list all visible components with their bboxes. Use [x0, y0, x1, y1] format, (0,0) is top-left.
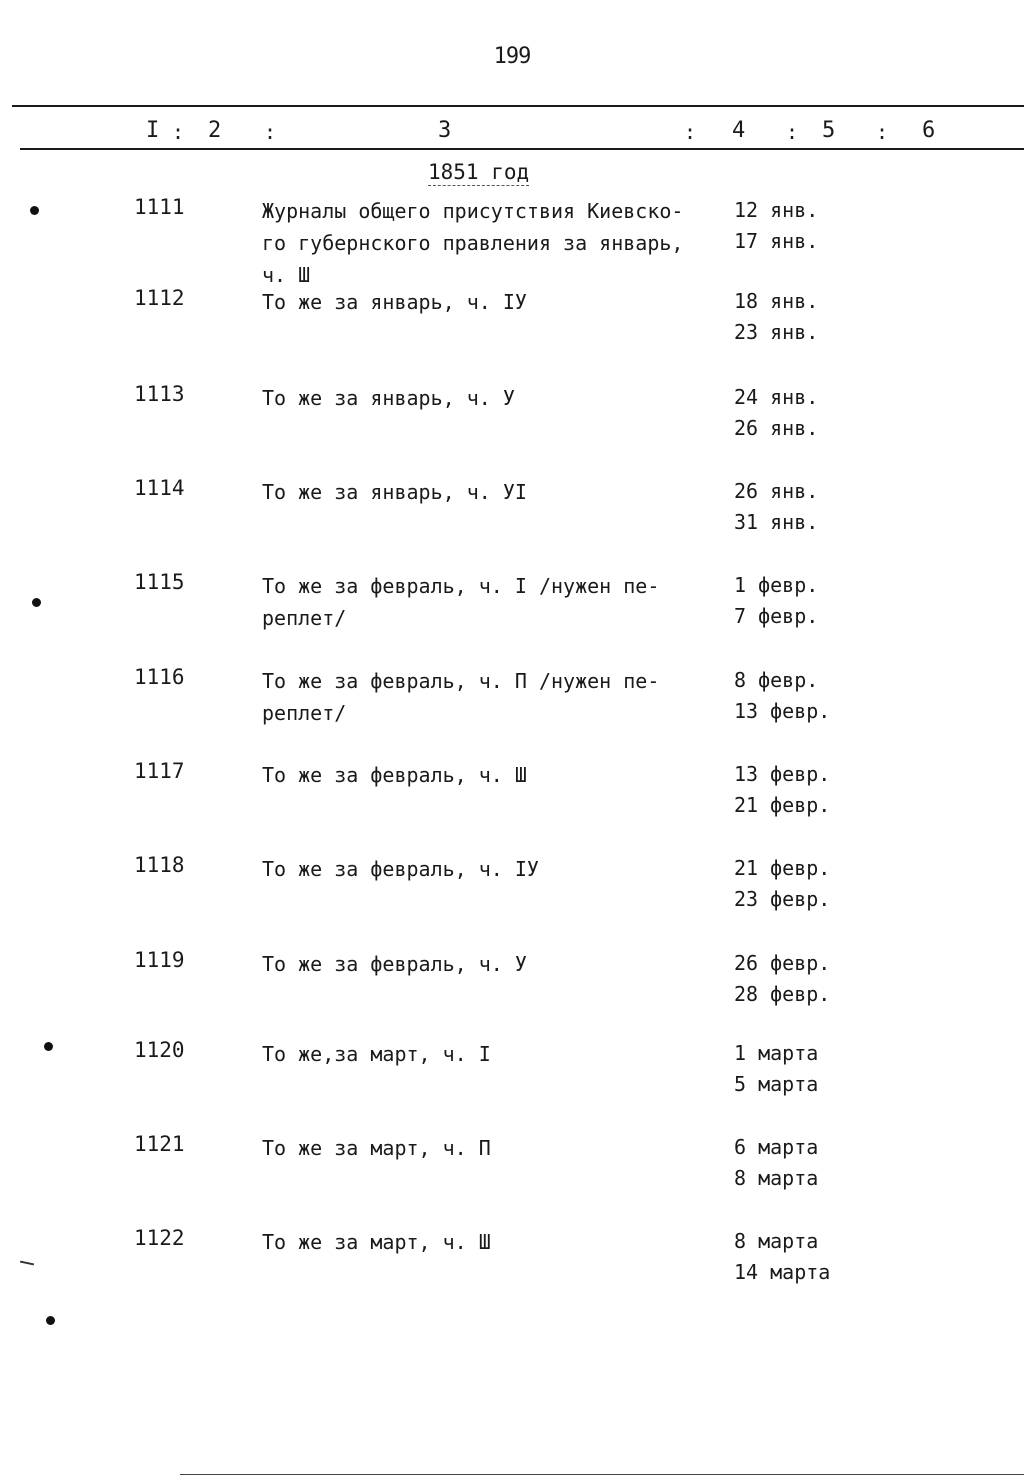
- date-end: 7 февр.: [734, 604, 819, 628]
- date-start: 13 февр.: [734, 762, 831, 786]
- record-number: 1119: [134, 948, 185, 972]
- record-dates: [734, 1132, 818, 1194]
- date-end: 21 февр.: [734, 793, 831, 817]
- record-dates: [734, 759, 830, 821]
- record-number: 1116: [134, 665, 185, 689]
- record-number: 1114: [134, 476, 185, 500]
- column-header-3: 3: [438, 118, 452, 143]
- record-dates: [734, 570, 818, 632]
- record-number: 1120: [134, 1038, 185, 1062]
- record-dates: [734, 476, 818, 538]
- year-heading: 1851 год: [428, 160, 530, 184]
- date-end: 23 февр.: [734, 887, 831, 911]
- date-end: 13 февр.: [734, 699, 831, 723]
- record-title: То же за январь, ч. У: [262, 386, 515, 410]
- column-header-2: 2: [208, 118, 222, 143]
- date-end: 28 февр.: [734, 982, 831, 1006]
- date-end: 31 янв.: [734, 510, 819, 534]
- record-dates: [734, 195, 818, 257]
- record-number: 1115: [134, 570, 185, 594]
- date-start: 1 февр.: [734, 573, 819, 597]
- punch-hole-mark: [30, 206, 39, 215]
- date-start: 26 февр.: [734, 951, 831, 975]
- record-title: Журналы общего присутствия Киевско- го губернского правления за январь, ч. Ш: [262, 199, 684, 287]
- date-end: 5 марта: [734, 1072, 819, 1096]
- record-dates: [734, 1038, 818, 1100]
- date-start: 8 марта: [734, 1229, 819, 1253]
- column-header-4: 4: [732, 118, 746, 143]
- header-bottom-rule: [20, 148, 1024, 150]
- column-header-5: 5: [822, 118, 836, 143]
- punch-hole-mark: [32, 598, 41, 607]
- header-top-rule: [12, 105, 1024, 107]
- date-start: 21 февр.: [734, 856, 831, 880]
- date-start: 24 янв.: [734, 385, 819, 409]
- record-title: То же за январь, ч. УI: [262, 480, 527, 504]
- record-number: 1122: [134, 1226, 185, 1250]
- punch-hole-mark: [46, 1316, 55, 1325]
- date-start: 8 февр.: [734, 668, 819, 692]
- margin-mark: [20, 1261, 34, 1266]
- record-title: То же за март, ч. П: [262, 1136, 491, 1160]
- record-number: 1117: [134, 759, 185, 783]
- record-title: То же за февраль, ч. П /нужен пе- реплет/: [262, 669, 660, 725]
- record-title: То же за февраль, ч. Ш: [262, 763, 527, 787]
- record-number: 1118: [134, 853, 185, 877]
- record-dates: [734, 286, 818, 348]
- date-start: 6 марта: [734, 1135, 819, 1159]
- column-separator: :: [876, 120, 889, 144]
- record-dates: [734, 382, 818, 444]
- record-number: 1112: [134, 286, 185, 310]
- column-header-6: 6: [922, 118, 936, 143]
- record-dates: [734, 665, 830, 727]
- date-start: 26 янв.: [734, 479, 819, 503]
- date-end: 14 марта: [734, 1260, 831, 1284]
- date-end: 8 марта: [734, 1166, 819, 1190]
- record-number: 1121: [134, 1132, 185, 1156]
- record-title: То же за январь, ч. IУ: [262, 290, 527, 314]
- date-end: 26 янв.: [734, 416, 819, 440]
- column-separator: :: [684, 120, 697, 144]
- column-separator: :: [172, 120, 185, 144]
- column-separator: :: [264, 120, 277, 144]
- record-dates: [734, 1226, 830, 1288]
- date-start: 18 янв.: [734, 289, 819, 313]
- record-number: 1111: [134, 195, 185, 219]
- record-title: То же за февраль, ч. У: [262, 952, 527, 976]
- date-end: 23 янв.: [734, 320, 819, 344]
- record-title: То же за февраль, ч. I /нужен пе- реплет/: [262, 574, 660, 630]
- record-title: То же за март, ч. Ш: [262, 1230, 491, 1254]
- date-start: 1 марта: [734, 1041, 819, 1065]
- column-separator: :: [786, 120, 799, 144]
- record-dates: [734, 948, 830, 1010]
- date-start: 12 янв.: [734, 198, 819, 222]
- record-title: То же за февраль, ч. IУ: [262, 857, 539, 881]
- record-title: То же,за март, ч. I: [262, 1042, 491, 1066]
- column-header-1: I: [146, 118, 160, 143]
- record-number: 1113: [134, 382, 185, 406]
- page-bottom-edge: [180, 1474, 1024, 1475]
- date-end: 17 янв.: [734, 229, 819, 253]
- page-number: 199: [493, 44, 531, 69]
- record-dates: [734, 853, 830, 915]
- punch-hole-mark: [44, 1042, 53, 1051]
